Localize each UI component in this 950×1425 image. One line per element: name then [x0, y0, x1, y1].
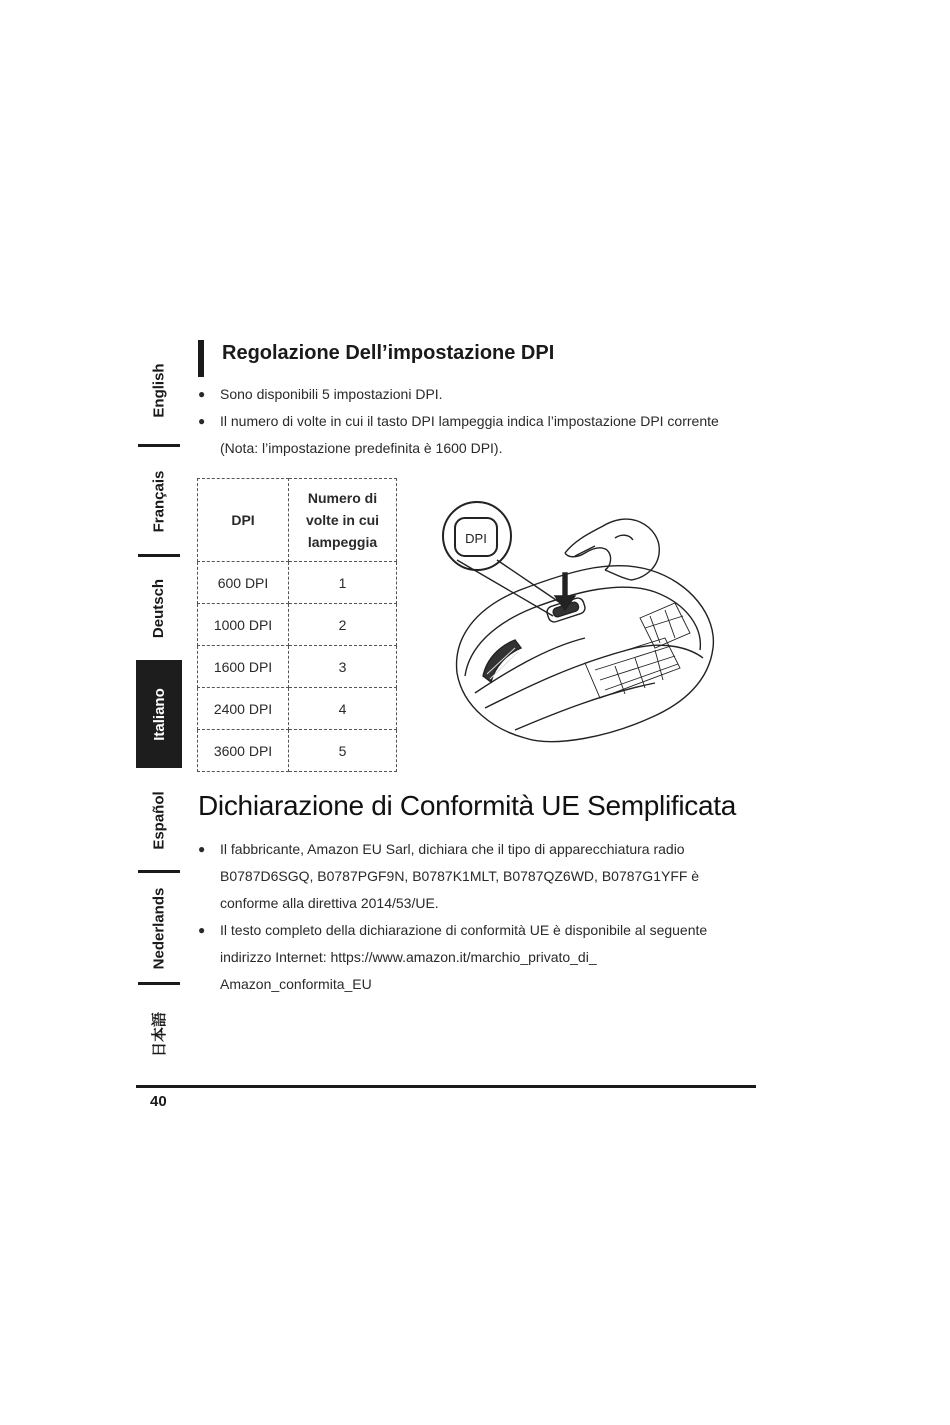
- dpi-cell: 2400 DPI: [198, 688, 289, 730]
- bullet-text: Il fabbricante, Amazon EU Sarl, dichiara che il tipo di apparecchiatura radio B0787D6SGQ, B0787PGF9N, B0787K1MLT, B0787QZ6WD, B0787G1YFF è conforme alla direttiva 2014/53/UE.: [220, 841, 700, 911]
- column-header-flashes: [289, 479, 397, 562]
- dpi-cell: 600 DPI: [198, 562, 289, 604]
- table-row: [198, 646, 397, 688]
- flash-count-cell: 4: [289, 688, 397, 730]
- grip-texture: [585, 603, 690, 698]
- bullet-text: Sono disponibili 5 impostazioni DPI.: [220, 386, 443, 402]
- tab-english[interactable]: [136, 338, 182, 442]
- page-number: 40: [150, 1093, 167, 1110]
- dpi-button-label: DPI: [465, 531, 487, 546]
- bullet-icon: ●: [198, 414, 206, 428]
- header-text: Numero di volte in cui lampeggia: [305, 490, 380, 550]
- tab-label: Italiano: [150, 687, 168, 741]
- dpi-cell: 3600 DPI: [198, 730, 289, 772]
- section-marker: [198, 340, 204, 377]
- flash-count-cell: 2: [289, 604, 397, 646]
- table-header-row: [198, 479, 397, 562]
- list-item: [198, 408, 720, 462]
- list-item: [198, 917, 740, 998]
- dpi-table: [197, 478, 397, 772]
- dpi-section-title: Regolazione Dell’impostazione DPI: [222, 342, 555, 364]
- flash-count-cell: 5: [289, 730, 397, 772]
- dpi-cell: 1000 DPI: [198, 604, 289, 646]
- tab-label: English: [150, 362, 168, 418]
- tab-japanese[interactable]: [136, 1002, 182, 1066]
- tab-nederlands[interactable]: [136, 876, 182, 980]
- tab-divider: [138, 870, 180, 873]
- tab-label: Español: [150, 790, 168, 850]
- tab-label: Français: [150, 470, 168, 532]
- tab-label: Nederlands: [150, 887, 168, 969]
- tab-francais[interactable]: [136, 450, 182, 552]
- list-item: [198, 836, 750, 917]
- tab-label: 日本語: [151, 1011, 169, 1057]
- bullet-text: Il numero di volte in cui il tasto DPI lampeggia indica l’impostazione DPI corrente (Nota: l’impostazione predefinita è 1600 DPI).: [220, 413, 719, 456]
- list-item: [198, 381, 758, 408]
- bullet-icon: ●: [198, 842, 206, 856]
- flash-count-cell: 1: [289, 562, 397, 604]
- dpi-bullet-list: [198, 381, 758, 462]
- bullet-text: Il testo completo della dichiarazione di conformità UE è disponibile al seguente indirizzo Internet: https://www.amazon.it/marchio_privato_di_ Amazon_conformita_EU: [220, 922, 708, 992]
- flash-count-cell: 3: [289, 646, 397, 688]
- tab-deutsch[interactable]: [136, 560, 182, 656]
- bullet-icon: ●: [198, 387, 206, 401]
- table-row: [198, 730, 397, 772]
- footer-rule: [136, 1085, 756, 1088]
- tab-espanol[interactable]: [136, 774, 182, 866]
- table-row: [198, 688, 397, 730]
- dpi-cell: 1600 DPI: [198, 646, 289, 688]
- table-row: [198, 604, 397, 646]
- tab-divider: [138, 982, 180, 985]
- tab-label: Deutsch: [150, 578, 168, 638]
- table-row: [198, 562, 397, 604]
- ce-bullet-list: [198, 836, 758, 998]
- ce-section-title: Dichiarazione di Conformità UE Semplificata: [198, 790, 736, 821]
- mouse-dpi-illustration: [435, 498, 725, 748]
- bullet-icon: ●: [198, 923, 206, 937]
- column-header-dpi: DPI: [198, 479, 289, 562]
- tab-divider: [138, 444, 180, 447]
- tab-divider: [138, 554, 180, 557]
- tab-italiano[interactable]: [136, 660, 182, 768]
